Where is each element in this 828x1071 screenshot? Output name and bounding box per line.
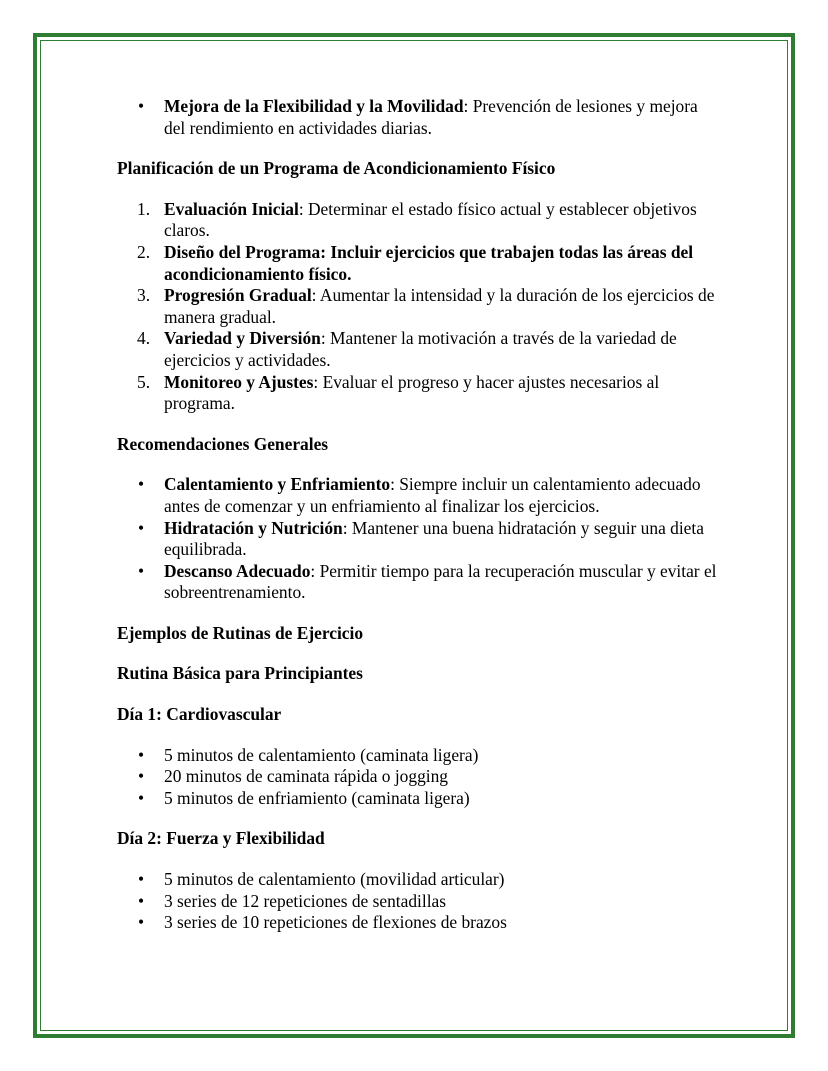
bullet-icon: • xyxy=(138,912,145,933)
item-term: Calentamiento y Enfriamiento xyxy=(164,474,391,495)
bullet-icon: • xyxy=(138,787,145,808)
item-term: Progresión Gradual xyxy=(164,285,312,306)
item-text: 5 minutos de calentamiento (movilidad articular) xyxy=(164,869,505,890)
document-body xyxy=(117,96,717,934)
item-desc: : Evaluar el progreso y hacer ajustes necesarios al programa. xyxy=(164,371,660,414)
item-text: 5 minutos de calentamiento (caminata ligera) xyxy=(164,744,479,765)
item-desc: : Siempre incluir un calentamiento adecuado antes de comenzar y un enfriamiento al finalizar los ejercicios. xyxy=(164,474,701,516)
list-item xyxy=(117,869,717,891)
bullet-icon: • xyxy=(138,766,145,787)
item-number: 1. xyxy=(137,198,151,219)
recommendations-list xyxy=(117,474,717,604)
list-item xyxy=(117,891,717,913)
bullet-icon: • xyxy=(138,517,145,538)
list-item xyxy=(117,474,717,517)
item-term: Descanso Adecuado xyxy=(164,560,311,581)
list-item xyxy=(117,788,717,810)
subheading-beginner-routine: Rutina Básica para Principiantes xyxy=(117,663,363,684)
day2-heading: Día 2: Fuerza y Flexibilidad xyxy=(117,828,325,849)
list-item xyxy=(117,518,717,561)
item-term: Hidratación y Nutrición xyxy=(164,517,343,538)
list-item xyxy=(117,199,717,242)
bullet-icon: • xyxy=(138,744,145,765)
item-desc: : Mantener la motivación a través de la variedad de ejercicios y actividades. xyxy=(164,328,677,370)
item-term: Evaluación Inicial xyxy=(164,198,299,219)
section-heading-examples: Ejemplos de Rutinas de Ejercicio xyxy=(117,622,364,643)
item-number: 4. xyxy=(137,328,151,349)
item-term: Monitoreo y Ajustes xyxy=(164,371,314,392)
list-item xyxy=(117,561,717,604)
item-text: 3 series de 12 repeticiones de sentadillas xyxy=(164,890,447,911)
list-item xyxy=(117,372,717,415)
list-item xyxy=(117,766,717,788)
list-item xyxy=(117,328,717,371)
item-text: 20 minutos de caminata rápida o jogging xyxy=(164,766,448,787)
list-item xyxy=(117,285,717,328)
item-number: 3. xyxy=(137,285,151,306)
item-desc: : Incluir ejercicios que trabajen todas las áreas del acondicionamiento físico. xyxy=(164,241,694,284)
bullet-icon: • xyxy=(138,96,145,116)
item-desc: : Permitir tiempo para la recuperación muscular y evitar el sobreentrenamiento. xyxy=(164,560,717,603)
item-desc: : Prevención de lesiones y mejora del rendimiento en actividades diarias. xyxy=(164,96,698,138)
list-item xyxy=(117,96,717,139)
intro-list xyxy=(117,96,717,139)
bullet-icon: • xyxy=(138,560,145,581)
item-text: 3 series de 10 repeticiones de flexiones de brazos xyxy=(164,912,507,933)
item-desc: : Determinar el estado físico actual y establecer objetivos claros. xyxy=(164,198,697,241)
list-item xyxy=(117,745,717,767)
day1-list xyxy=(117,745,717,810)
item-term: Mejora de la Flexibilidad y la Movilidad xyxy=(164,96,464,116)
section-heading-recommendations: Recomendaciones Generales xyxy=(117,433,329,454)
list-item xyxy=(117,242,717,285)
section-heading-planning: Planificación de un Programa de Acondicionamiento Físico xyxy=(117,158,556,179)
bullet-icon: • xyxy=(138,890,145,911)
list-item xyxy=(117,912,717,934)
item-number: 2. xyxy=(137,241,151,262)
day2-list xyxy=(117,869,717,934)
item-term: Variedad y Diversión xyxy=(164,328,321,349)
item-text: 5 minutos de enfriamiento (caminata ligera) xyxy=(164,787,470,808)
item-number: 5. xyxy=(137,371,151,392)
day1-heading: Día 1: Cardiovascular xyxy=(117,704,282,725)
planning-list xyxy=(117,199,717,415)
item-desc: : Mantener una buena hidratación y seguir una dieta equilibrada. xyxy=(164,517,704,560)
bullet-icon: • xyxy=(138,869,145,890)
item-term: Diseño del Programa xyxy=(164,241,321,262)
bullet-icon: • xyxy=(138,474,145,495)
item-desc: : Aumentar la intensidad y la duración de los ejercicios de manera gradual. xyxy=(164,285,715,327)
